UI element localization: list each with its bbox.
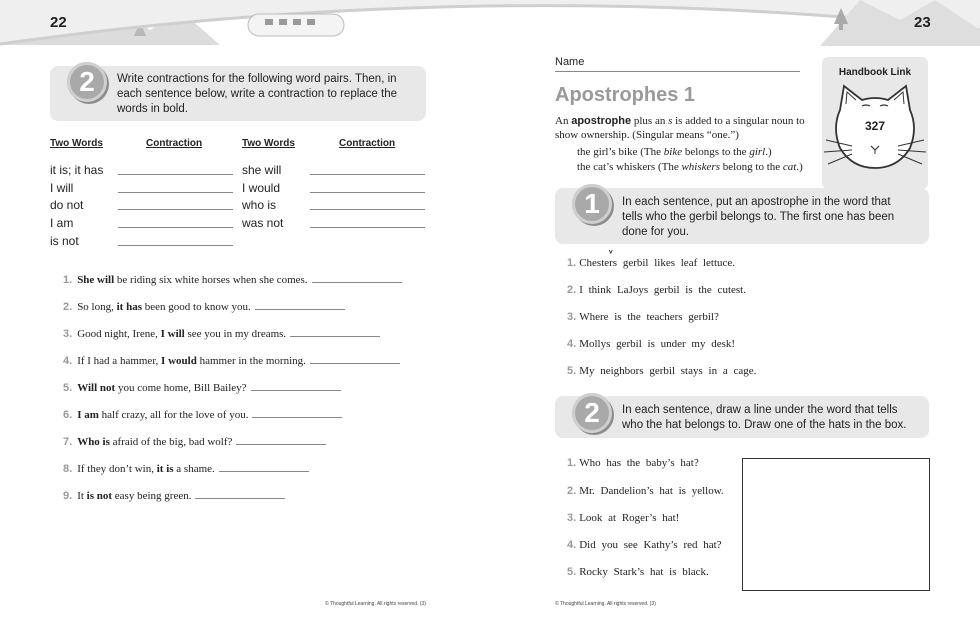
sentence-answer-blank[interactable] bbox=[290, 327, 380, 337]
apostrophe-insert-mark: ⱽ bbox=[609, 249, 613, 258]
sentence-answer-blank[interactable] bbox=[195, 489, 285, 499]
example-line: the cat’s whiskers (The whiskers belong to the cat.) bbox=[577, 161, 803, 173]
contraction-answer-blank[interactable] bbox=[310, 209, 425, 210]
sentence-item: 9. It is not easy being green. bbox=[63, 489, 285, 502]
col-header-contraction: Contraction bbox=[339, 138, 396, 149]
sentence-item: 7. Who is afraid of the big, bad wolf? bbox=[63, 435, 326, 448]
copyright-footer: © Thoughtful Learning. All rights reserved. (3) bbox=[325, 601, 426, 607]
word-pair: I will bbox=[50, 181, 74, 195]
left-instructions: Write contractions for the following word pairs. Then, in each sentence below, write a contraction to replace the words in bold. bbox=[117, 73, 398, 115]
sentence-answer-blank[interactable] bbox=[312, 273, 402, 283]
sentence-item: 3. Good night, Irene, I will see you in my dreams. bbox=[63, 327, 380, 340]
section-1-instructions: In each sentence, put an apostrophe in the word that tells who the gerbil belongs to. The first one has been done for you. bbox=[622, 196, 895, 238]
section-number-badge: 2 bbox=[572, 393, 612, 433]
sentence-item[interactable]: 2. I think LaJoys gerbil is the cutest. bbox=[567, 284, 746, 296]
section-number-badge: 2 bbox=[67, 62, 107, 102]
word-pair: who is bbox=[242, 198, 277, 212]
word-pair: she will bbox=[242, 163, 282, 177]
sentence-item: 5. Will not you come home, Bill Bailey? bbox=[63, 381, 341, 394]
copyright-footer: © Thoughtful Learning. All rights reserved. (3) bbox=[555, 601, 656, 607]
sentence-item[interactable]: 5. Rocky Stark’s hat is black. bbox=[567, 566, 709, 578]
sentence-answer-blank[interactable] bbox=[252, 408, 342, 418]
sentence-answer-blank[interactable] bbox=[251, 381, 341, 391]
word-pair: I am bbox=[50, 216, 74, 230]
contraction-answer-blank[interactable] bbox=[310, 192, 425, 193]
sentence-item: 2. So long, it has been good to know you. bbox=[63, 300, 345, 313]
sentence-item[interactable]: 4. Did you see Kathy’s red hat? bbox=[567, 539, 722, 551]
col-header-two-words: Two Words bbox=[242, 138, 295, 149]
sentence-answer-blank[interactable] bbox=[219, 462, 309, 472]
sentence-answer-blank[interactable] bbox=[310, 354, 400, 364]
contraction-answer-blank[interactable] bbox=[310, 227, 425, 228]
sentence-item: 1. She will be riding six white horses when she comes. bbox=[63, 273, 402, 286]
page-number-left: 22 bbox=[50, 14, 67, 31]
contraction-answer-blank[interactable] bbox=[118, 209, 233, 210]
sentence-item[interactable]: 1. Chesters gerbil likes leaf lettuce. bbox=[567, 257, 736, 269]
definition-text: An apostrophe plus an s is added to a singular noun to show ownership. (Singular means “one.”) bbox=[555, 115, 805, 141]
handbook-page-number: 327 bbox=[864, 119, 886, 133]
section-number-badge: 1 bbox=[572, 184, 612, 224]
word-pair: it is; it has bbox=[50, 163, 104, 177]
header-decoration bbox=[0, 0, 980, 50]
sentence-item[interactable]: 4. Mollys gerbil is under my desk! bbox=[567, 338, 736, 350]
col-header-contraction: Contraction bbox=[146, 138, 203, 149]
word-pair: was not bbox=[242, 216, 284, 230]
sentence-item[interactable]: 1. Who has the baby’s hat? bbox=[567, 457, 699, 469]
example-line: the girl’s bike (The bike belongs to the girl.) bbox=[577, 146, 772, 158]
section-2-instructions: In each sentence, draw a line under the word that tells who the hat belongs to. Draw one of the hats in the box. bbox=[622, 404, 907, 431]
word-pair: do not bbox=[50, 198, 84, 212]
name-field[interactable] bbox=[555, 71, 800, 72]
page-title: Apostrophes 1 bbox=[555, 84, 696, 106]
contraction-answer-blank[interactable] bbox=[118, 174, 233, 175]
page-number-right: 23 bbox=[914, 14, 931, 31]
sentence-answer-blank[interactable] bbox=[255, 300, 345, 310]
airplane-icon bbox=[248, 14, 344, 36]
sentence-answer-blank[interactable] bbox=[236, 435, 326, 445]
contraction-answer-blank[interactable] bbox=[310, 174, 425, 175]
contraction-answer-blank[interactable] bbox=[118, 227, 233, 228]
drawing-box[interactable] bbox=[742, 458, 930, 591]
sentence-item[interactable]: 5. My neighbors gerbil stays in a cage. bbox=[567, 365, 757, 377]
sentence-item: 4. If I had a hammer, I would hammer in the morning. bbox=[63, 354, 400, 367]
word-pair: is not bbox=[50, 234, 79, 248]
word-pair: I would bbox=[242, 181, 281, 195]
sentence-item: 8. If they don’t win, it is a shame. bbox=[63, 462, 309, 475]
sentence-item[interactable]: 2. Mr. Dandelion’s hat is yellow. bbox=[567, 485, 724, 497]
contraction-answer-blank[interactable] bbox=[118, 245, 233, 246]
sentence-item[interactable]: 3. Where is the teachers gerbil? bbox=[567, 311, 719, 323]
name-label: Name bbox=[555, 56, 585, 68]
col-header-two-words: Two Words bbox=[50, 138, 103, 149]
handbook-link-label: Handbook Link bbox=[838, 67, 912, 78]
sentence-item: 6. I am half crazy, all for the love of you. bbox=[63, 408, 342, 421]
contraction-answer-blank[interactable] bbox=[118, 192, 233, 193]
sentence-item[interactable]: 3. Look at Roger’s hat! bbox=[567, 512, 680, 524]
